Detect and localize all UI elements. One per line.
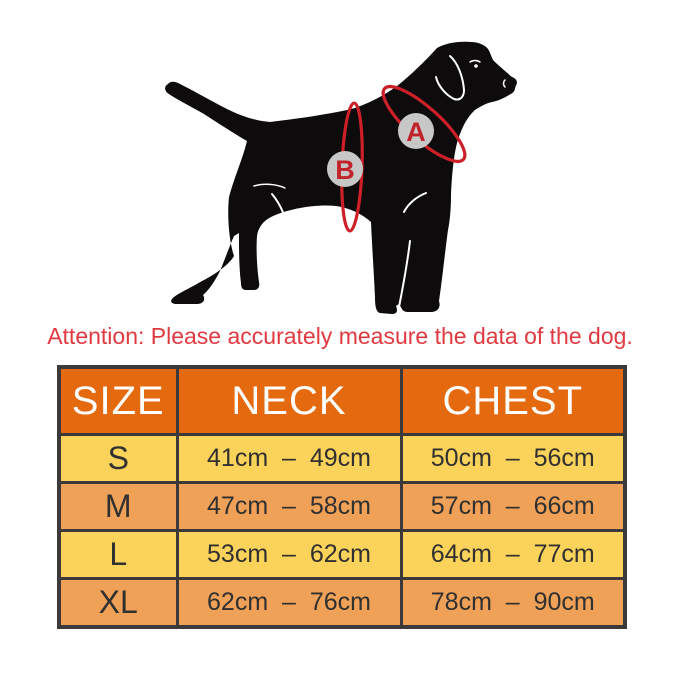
neck-range: 47cm – 58cm: [177, 483, 401, 531]
chest-range: 78cm – 90cm: [401, 579, 625, 628]
size-table: [57, 365, 627, 629]
dog-measurement-diagram: [140, 20, 560, 320]
size-label: M: [59, 483, 177, 531]
dog-diagram-svg: [140, 20, 560, 320]
table-row-xl: [59, 579, 625, 628]
chest-range: 64cm – 77cm: [401, 531, 625, 579]
size-table-header-row: [59, 367, 625, 435]
size-label: L: [59, 531, 177, 579]
neck-range: 53cm – 62cm: [177, 531, 401, 579]
table-row-l: [59, 531, 625, 579]
column-header-chest: CHEST: [401, 367, 625, 435]
column-header-neck: NECK: [177, 367, 401, 435]
size-label: XL: [59, 579, 177, 628]
size-label: S: [59, 435, 177, 483]
chest-range: 50cm – 56cm: [401, 435, 625, 483]
neck-marker-label: A: [406, 117, 426, 147]
neck-range: 62cm – 76cm: [177, 579, 401, 628]
eye-dot: [474, 64, 478, 68]
neck-range: 41cm – 49cm: [177, 435, 401, 483]
chest-marker-label: B: [335, 155, 355, 185]
chest-range: 57cm – 66cm: [401, 483, 625, 531]
table-row-s: [59, 435, 625, 483]
column-header-size: SIZE: [59, 367, 177, 435]
table-row-m: [59, 483, 625, 531]
attention-note: Attention: Please accurately measure the data of the dog.: [47, 323, 633, 349]
